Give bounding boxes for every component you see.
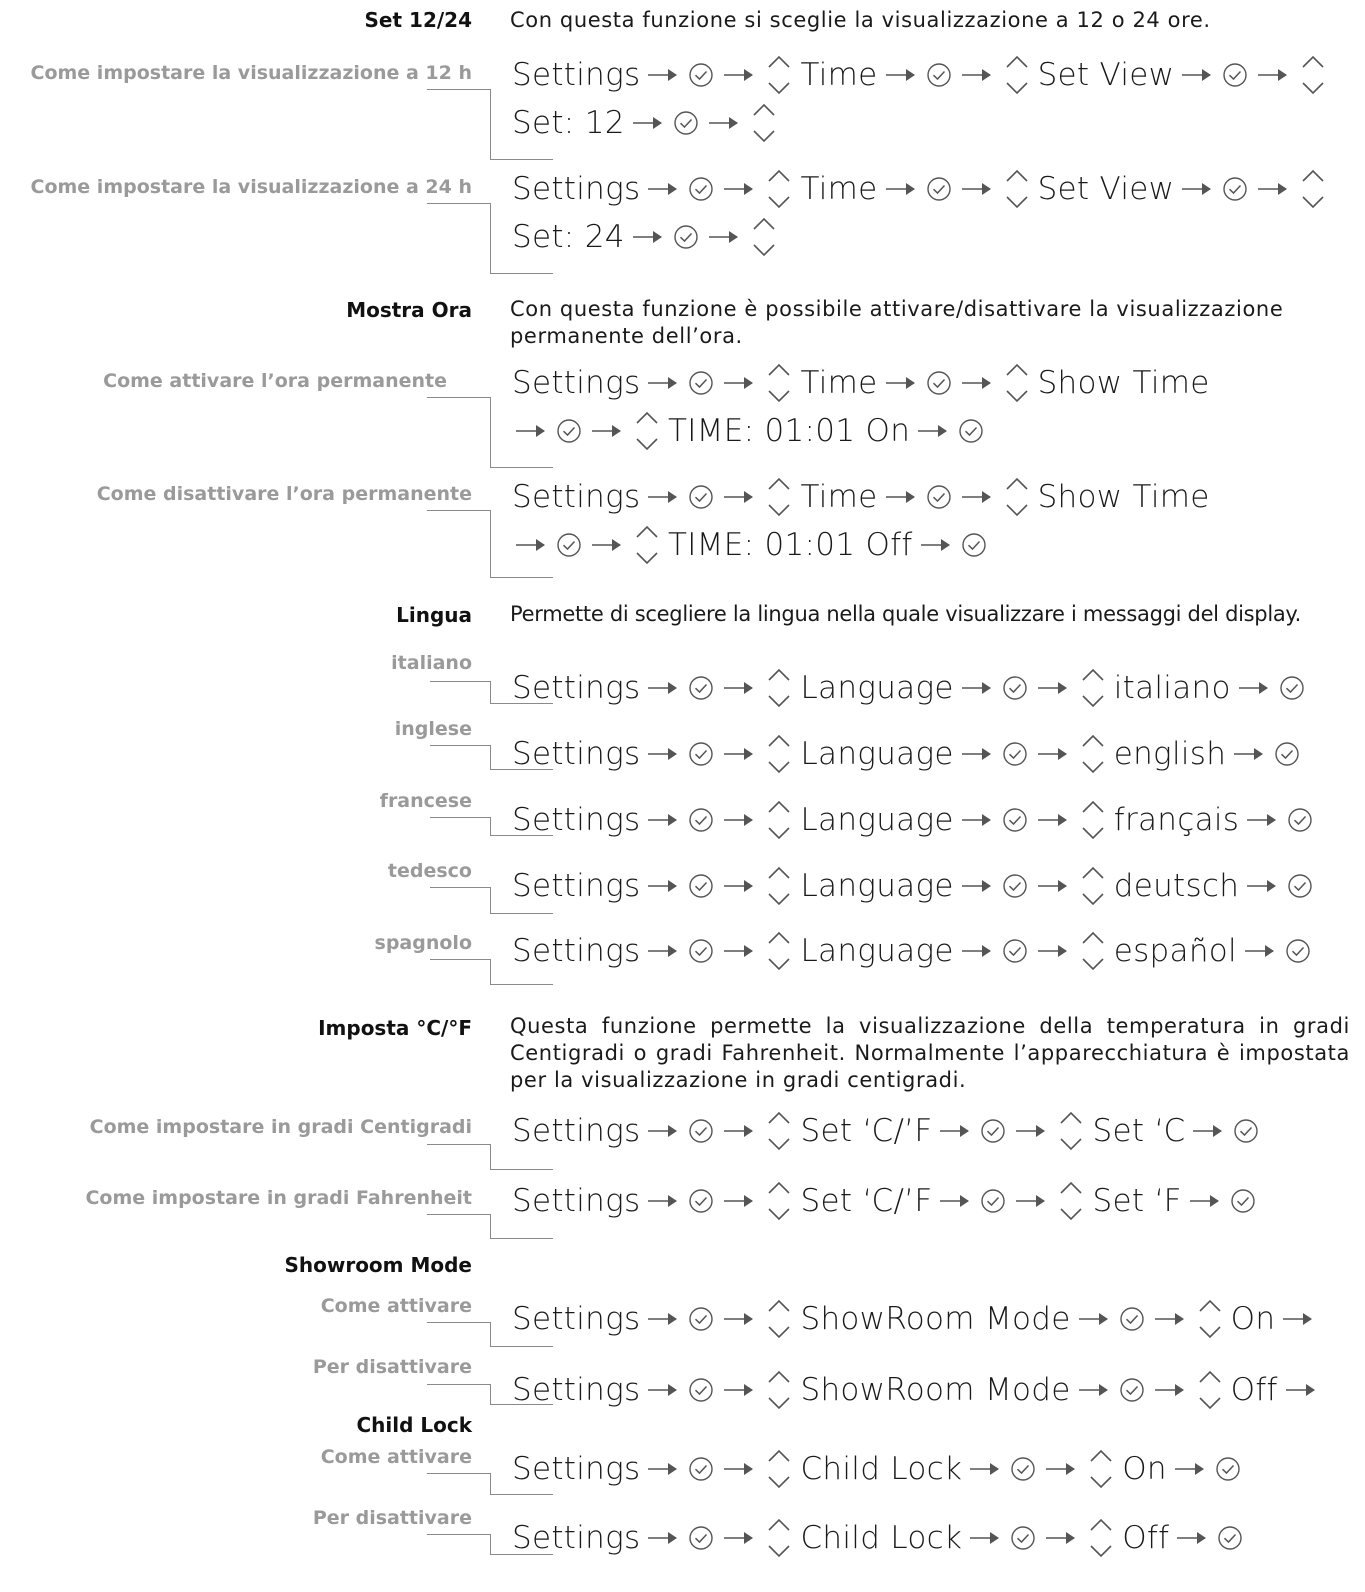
sequence-step-text: Settings — [512, 57, 641, 93]
sequence-step-text: Off — [1230, 1372, 1278, 1408]
up-down-chevron-icon — [1080, 732, 1106, 776]
up-down-chevron-icon — [766, 1297, 792, 1341]
sequence-step-text: Set ‘F — [1092, 1183, 1182, 1219]
leader-line — [430, 959, 490, 960]
up-down-chevron-icon — [766, 864, 792, 908]
language-label-francese: francese — [379, 790, 472, 812]
check-circle-icon — [1118, 1376, 1146, 1404]
up-down-chevron-icon — [751, 101, 777, 145]
right-arrow-icon — [1014, 1121, 1048, 1141]
right-arrow-icon — [1243, 941, 1277, 961]
up-down-chevron-icon — [1300, 167, 1326, 211]
check-circle-icon — [979, 1187, 1007, 1215]
right-arrow-icon — [884, 487, 918, 507]
up-down-chevron-icon — [1088, 1516, 1114, 1560]
check-circle-icon — [687, 937, 715, 965]
up-down-chevron-icon — [766, 475, 792, 519]
sequence-step-text: Set View — [1037, 57, 1175, 93]
sequence-step-text: deutsch — [1113, 868, 1240, 904]
right-arrow-icon — [960, 744, 994, 764]
right-arrow-icon — [722, 487, 756, 507]
up-down-chevron-icon — [766, 1516, 792, 1560]
sequence-step-text: ShowRoom Mode — [800, 1301, 1071, 1337]
sequence-24h-line-2 — [510, 217, 783, 257]
check-circle-icon — [672, 223, 700, 251]
leader-line — [430, 887, 490, 888]
up-down-chevron-icon — [1080, 666, 1106, 710]
section-heading-showroom: Showroom Mode — [284, 1253, 472, 1277]
check-circle-icon — [687, 806, 715, 834]
section-heading-set-1224: Set 12/24 — [364, 8, 472, 32]
right-arrow-icon — [960, 941, 994, 961]
sequence-12h-line-2 — [510, 103, 783, 143]
right-arrow-icon — [1044, 1528, 1078, 1548]
sequence-step-text: Set: 24 — [512, 219, 625, 255]
right-arrow-icon — [1036, 744, 1070, 764]
right-arrow-icon — [1284, 1380, 1318, 1400]
check-circle-icon — [925, 61, 953, 89]
right-arrow-icon — [968, 1528, 1002, 1548]
right-arrow-icon — [722, 1309, 756, 1329]
sequence-step-text: TIME: 01:01 Off — [668, 527, 913, 563]
sequence-celsius — [510, 1111, 1263, 1151]
right-arrow-icon — [722, 1528, 756, 1548]
up-down-chevron-icon — [766, 798, 792, 842]
right-arrow-icon — [646, 1459, 680, 1479]
leader-line — [427, 1214, 490, 1215]
check-circle-icon — [1009, 1455, 1037, 1483]
right-arrow-icon — [916, 421, 950, 441]
sequence-step-text: Language — [800, 736, 954, 772]
right-arrow-icon — [722, 1121, 756, 1141]
sequence-step-text: Settings — [512, 802, 641, 838]
right-arrow-icon — [707, 227, 741, 247]
right-arrow-icon — [722, 678, 756, 698]
right-arrow-icon — [590, 421, 624, 441]
right-arrow-icon — [960, 487, 994, 507]
right-arrow-icon — [722, 65, 756, 85]
sequence-step-text: On — [1122, 1451, 1167, 1487]
right-arrow-icon — [1256, 179, 1290, 199]
check-circle-icon — [1221, 61, 1249, 89]
sequence-12h-line-1 — [510, 55, 1332, 95]
section-heading-lingua: Lingua — [396, 603, 472, 627]
check-circle-icon — [687, 740, 715, 768]
right-arrow-icon — [1077, 1309, 1111, 1329]
right-arrow-icon — [722, 373, 756, 393]
sequence-language-espanol — [510, 931, 1315, 971]
section-heading-child-lock: Child Lock — [356, 1413, 472, 1437]
sequence-language-deutsch — [510, 866, 1317, 906]
right-arrow-icon — [960, 678, 994, 698]
sequence-step-text: español — [1113, 933, 1237, 969]
leader-line — [427, 1144, 490, 1145]
sequence-ora-off-line-1 — [510, 477, 1212, 517]
right-arrow-icon — [631, 113, 665, 133]
check-circle-icon — [1214, 1455, 1242, 1483]
up-down-chevron-icon — [766, 1368, 792, 1412]
right-arrow-icon — [960, 810, 994, 830]
right-arrow-icon — [646, 744, 680, 764]
right-arrow-icon — [722, 179, 756, 199]
check-circle-icon — [1216, 1524, 1244, 1552]
sequence-24h-line-1 — [510, 169, 1332, 209]
right-arrow-icon — [646, 1380, 680, 1400]
up-down-chevron-icon — [1080, 864, 1106, 908]
right-arrow-icon — [646, 487, 680, 507]
check-circle-icon — [687, 1524, 715, 1552]
leader-line — [427, 397, 490, 398]
section-description-set-1224: Con questa funzione si sceglie la visualizzazione a 12 o 24 ore. — [510, 8, 1211, 32]
up-down-chevron-icon — [1080, 798, 1106, 842]
sequence-language-english — [510, 734, 1304, 774]
sequence-step-text: english — [1113, 736, 1227, 772]
sequence-step-text: Settings — [512, 933, 641, 969]
right-arrow-icon — [960, 876, 994, 896]
sequence-step-text: Language — [800, 670, 954, 706]
sequence-step-text: Show Time — [1037, 365, 1210, 401]
right-arrow-icon — [1256, 65, 1290, 85]
check-circle-icon — [687, 61, 715, 89]
sequence-step-text: Off — [1122, 1520, 1170, 1556]
leader-line — [427, 203, 490, 204]
sequence-step-text: Language — [800, 868, 954, 904]
sequence-step-text: Settings — [512, 1113, 641, 1149]
right-arrow-icon — [722, 1380, 756, 1400]
right-arrow-icon — [884, 373, 918, 393]
right-arrow-icon — [707, 113, 741, 133]
check-circle-icon — [1221, 175, 1249, 203]
right-arrow-icon — [1232, 744, 1266, 764]
check-circle-icon — [555, 531, 583, 559]
right-arrow-icon — [722, 941, 756, 961]
section-description-imposta-cf: Questa funzione permette la visualizzazione della temperatura in gradi Centigradi o gradi Fahrenheit. Normalmente l’apparecchiatura è impostata per la visualizzazione in gradi centigradi. — [510, 1014, 1350, 1092]
up-down-chevron-icon — [1004, 475, 1030, 519]
right-arrow-icon — [646, 1191, 680, 1211]
check-circle-icon — [979, 1117, 1007, 1145]
check-circle-icon — [687, 1455, 715, 1483]
check-circle-icon — [925, 369, 953, 397]
up-down-chevron-icon — [766, 1447, 792, 1491]
sequence-step-text: Set ‘C/’F — [800, 1113, 933, 1149]
check-circle-icon — [687, 1187, 715, 1215]
sequence-step-text: ShowRoom Mode — [800, 1372, 1071, 1408]
leader-line — [430, 681, 490, 682]
sequence-step-text: Set View — [1037, 171, 1175, 207]
check-circle-icon — [1273, 740, 1301, 768]
leader-line — [427, 1473, 490, 1474]
sequence-ora-off-line-2 — [510, 525, 991, 565]
right-arrow-icon — [884, 179, 918, 199]
right-arrow-icon — [1077, 1380, 1111, 1400]
section-heading-mostra-ora: Mostra Ora — [346, 298, 472, 322]
sequence-step-text: On — [1230, 1301, 1276, 1337]
right-arrow-icon — [1245, 876, 1279, 896]
check-circle-icon — [1284, 937, 1312, 965]
leader-line — [427, 1534, 490, 1535]
instruction-label-fahrenheit: Come impostare in gradi Fahrenheit — [85, 1187, 472, 1209]
sequence-step-text: Child Lock — [800, 1451, 963, 1487]
leader-line — [427, 1322, 490, 1323]
right-arrow-icon — [722, 876, 756, 896]
right-arrow-icon — [722, 1459, 756, 1479]
up-down-chevron-icon — [1300, 53, 1326, 97]
sequence-step-text: Settings — [512, 736, 641, 772]
up-down-chevron-icon — [1004, 361, 1030, 405]
right-arrow-icon — [646, 373, 680, 393]
right-arrow-icon — [1180, 179, 1214, 199]
sequence-showroom-off — [510, 1370, 1322, 1410]
right-arrow-icon — [631, 227, 665, 247]
check-circle-icon — [687, 1117, 715, 1145]
sequence-step-text: Settings — [512, 365, 641, 401]
sequence-step-text: Language — [800, 802, 954, 838]
right-arrow-icon — [1191, 1121, 1225, 1141]
section-heading-imposta-cf: Imposta °C/°F — [318, 1016, 472, 1040]
right-arrow-icon — [722, 810, 756, 830]
right-arrow-icon — [514, 535, 548, 555]
sequence-step-text: Time — [800, 479, 878, 515]
check-circle-icon — [1278, 674, 1306, 702]
leader-line — [430, 745, 490, 746]
sequence-step-text: Time — [800, 57, 878, 93]
right-arrow-icon — [1036, 941, 1070, 961]
right-arrow-icon — [1036, 876, 1070, 896]
sequence-step-text: Settings — [512, 670, 641, 706]
instruction-label-ora-off: Come disattivare l’ora permanente — [96, 483, 472, 505]
right-arrow-icon — [938, 1121, 972, 1141]
right-arrow-icon — [722, 744, 756, 764]
sequence-step-text: Settings — [512, 479, 641, 515]
right-arrow-icon — [646, 1309, 680, 1329]
instruction-label-showroom-on: Come attivare — [320, 1295, 472, 1317]
up-down-chevron-icon — [751, 215, 777, 259]
up-down-chevron-icon — [1197, 1368, 1223, 1412]
sequence-step-text: Settings — [512, 171, 641, 207]
up-down-chevron-icon — [1197, 1297, 1223, 1341]
check-circle-icon — [687, 872, 715, 900]
sequence-child-lock-on — [510, 1449, 1245, 1489]
right-arrow-icon — [590, 535, 624, 555]
right-arrow-icon — [884, 65, 918, 85]
right-arrow-icon — [960, 65, 994, 85]
instruction-label-showroom-off: Per disattivare — [312, 1356, 472, 1378]
sequence-step-text: Set ‘C — [1092, 1113, 1186, 1149]
up-down-chevron-icon — [766, 53, 792, 97]
check-circle-icon — [1286, 872, 1314, 900]
sequence-step-text: Settings — [512, 1372, 641, 1408]
check-circle-icon — [925, 483, 953, 511]
section-description-mostra-ora: Con questa funzione è possibile attivare/disattivare la visualizzazione permanente dell’ora. — [510, 297, 1284, 348]
check-circle-icon — [925, 175, 953, 203]
right-arrow-icon — [1180, 65, 1214, 85]
check-circle-icon — [1001, 937, 1029, 965]
sequence-showroom-on — [510, 1299, 1319, 1339]
right-arrow-icon — [1014, 1191, 1048, 1211]
check-circle-icon — [1001, 872, 1029, 900]
leader-line — [430, 817, 490, 818]
sequence-step-text: Settings — [512, 1301, 641, 1337]
language-label-inglese: inglese — [394, 718, 472, 740]
right-arrow-icon — [1175, 1528, 1209, 1548]
up-down-chevron-icon — [766, 1109, 792, 1153]
right-arrow-icon — [514, 421, 548, 441]
sequence-step-text: français — [1113, 802, 1240, 838]
check-circle-icon — [1001, 806, 1029, 834]
check-circle-icon — [555, 417, 583, 445]
check-circle-icon — [1009, 1524, 1037, 1552]
sequence-step-text: Time — [800, 365, 878, 401]
check-circle-icon — [1286, 806, 1314, 834]
right-arrow-icon — [646, 65, 680, 85]
right-arrow-icon — [646, 678, 680, 698]
up-down-chevron-icon — [1080, 929, 1106, 973]
check-circle-icon — [687, 674, 715, 702]
sequence-step-text: Show Time — [1037, 479, 1210, 515]
instruction-label-ora-on: Come attivare l’ora permanente — [103, 370, 447, 392]
right-arrow-icon — [1036, 678, 1070, 698]
check-circle-icon — [687, 1305, 715, 1333]
check-circle-icon — [687, 369, 715, 397]
up-down-chevron-icon — [634, 523, 660, 567]
right-arrow-icon — [960, 373, 994, 393]
instruction-label-12h: Come impostare la visualizzazione a 12 h — [30, 62, 472, 84]
up-down-chevron-icon — [766, 929, 792, 973]
sequence-step-text: Set ‘C/’F — [800, 1183, 933, 1219]
check-circle-icon — [1001, 674, 1029, 702]
right-arrow-icon — [646, 179, 680, 199]
check-circle-icon — [1229, 1187, 1257, 1215]
section-description-lingua: Permette di scegliere la lingua nella quale visualizzare i messaggi del display. — [510, 602, 1301, 626]
sequence-step-text: italiano — [1113, 670, 1231, 706]
language-label-tedesco: tedesco — [387, 860, 472, 882]
leader-line — [427, 89, 490, 90]
right-arrow-icon — [1044, 1459, 1078, 1479]
sequence-language-francais — [510, 800, 1317, 840]
right-arrow-icon — [646, 1528, 680, 1548]
check-circle-icon — [1001, 740, 1029, 768]
check-circle-icon — [960, 531, 988, 559]
sequence-language-italiano — [510, 668, 1309, 708]
sequence-step-text: TIME: 01:01 On — [668, 413, 911, 449]
up-down-chevron-icon — [1088, 1447, 1114, 1491]
right-arrow-icon — [968, 1459, 1002, 1479]
language-label-italiano: italiano — [391, 652, 472, 674]
check-circle-icon — [957, 417, 985, 445]
up-down-chevron-icon — [766, 666, 792, 710]
sequence-step-text: Settings — [512, 1451, 641, 1487]
right-arrow-icon — [1173, 1459, 1207, 1479]
right-arrow-icon — [938, 1191, 972, 1211]
sequence-step-text: Child Lock — [800, 1520, 963, 1556]
sequence-ora-on-line-1 — [510, 363, 1212, 403]
sequence-step-text: Settings — [512, 1183, 641, 1219]
right-arrow-icon — [960, 179, 994, 199]
sequence-step-text: Time — [800, 171, 878, 207]
right-arrow-icon — [646, 941, 680, 961]
right-arrow-icon — [919, 535, 953, 555]
sequence-step-text: Settings — [512, 1520, 641, 1556]
check-circle-icon — [1232, 1117, 1260, 1145]
right-arrow-icon — [1188, 1191, 1222, 1211]
up-down-chevron-icon — [1004, 53, 1030, 97]
up-down-chevron-icon — [766, 361, 792, 405]
leader-line — [427, 510, 490, 511]
check-circle-icon — [672, 109, 700, 137]
sequence-step-text: Set: 12 — [512, 105, 625, 141]
up-down-chevron-icon — [766, 732, 792, 776]
right-arrow-icon — [722, 1191, 756, 1211]
up-down-chevron-icon — [1058, 1109, 1084, 1153]
right-arrow-icon — [1036, 810, 1070, 830]
right-arrow-icon — [646, 1121, 680, 1141]
check-circle-icon — [687, 1376, 715, 1404]
right-arrow-icon — [1245, 810, 1279, 830]
check-circle-icon — [687, 175, 715, 203]
instruction-label-celsius: Come impostare in gradi Centigradi — [89, 1116, 472, 1138]
up-down-chevron-icon — [766, 167, 792, 211]
instruction-label-child-lock-on: Come attivare — [320, 1446, 472, 1468]
language-label-spagnolo: spagnolo — [374, 932, 472, 954]
sequence-step-text: Language — [800, 933, 954, 969]
sequence-child-lock-off — [510, 1518, 1247, 1558]
instruction-label-24h: Come impostare la visualizzazione a 24 h — [30, 176, 472, 198]
up-down-chevron-icon — [1004, 167, 1030, 211]
right-arrow-icon — [1153, 1309, 1187, 1329]
up-down-chevron-icon — [766, 1179, 792, 1223]
right-arrow-icon — [1153, 1380, 1187, 1400]
up-down-chevron-icon — [634, 409, 660, 453]
check-circle-icon — [1118, 1305, 1146, 1333]
check-circle-icon — [687, 483, 715, 511]
sequence-step-text: Settings — [512, 868, 641, 904]
instruction-label-child-lock-off: Per disattivare — [312, 1507, 472, 1529]
sequence-fahrenheit — [510, 1181, 1260, 1221]
right-arrow-icon — [1281, 1309, 1315, 1329]
sequence-ora-on-line-2 — [510, 411, 988, 451]
leader-line — [427, 1384, 490, 1385]
right-arrow-icon — [1237, 678, 1271, 698]
right-arrow-icon — [646, 810, 680, 830]
right-arrow-icon — [646, 876, 680, 896]
up-down-chevron-icon — [1058, 1179, 1084, 1223]
